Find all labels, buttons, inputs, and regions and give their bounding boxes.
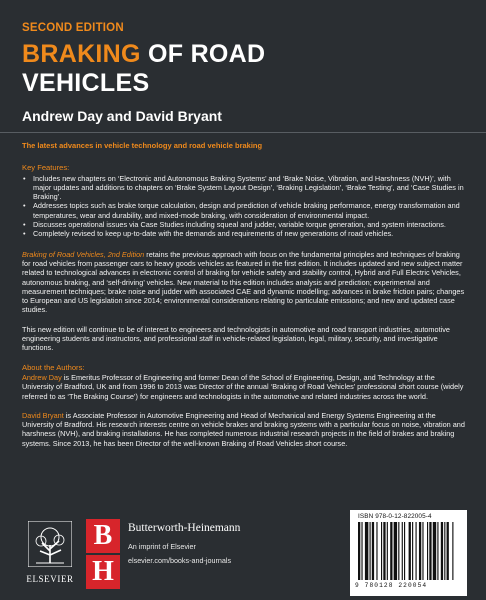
author-1-bio: is Emeritus Professor of Engineering and former Dean of the School of Engineering, Design, and Technology at the University of Bradford, UK and from 1996 to 2013 was Director of the annual ‘Braking of Road Vehicles’ professional short course (widely referred to as ‘The Braking Course’) for engineers and technologists in the automotive and related industries across the world. <box>22 372 464 401</box>
author-2-name: David Bryant <box>22 410 64 420</box>
feature-item: • Discusses operational issues via Case Studies including squeal and judder, variable torque generation, and system interactions. <box>33 220 465 229</box>
elsevier-wordmark: ELSEVIER <box>26 574 74 584</box>
bh-logo-top <box>86 519 120 553</box>
author-bio-2 <box>22 411 465 448</box>
bh-letter-b: B <box>93 520 113 551</box>
bh-letter-h: H <box>92 556 114 587</box>
back-cover-body <box>22 141 465 458</box>
feature-item: • Addresses topics such as brake torque calculation, design and prediction of vehicle braking performance, energy transformation and temperatures, wear and durability, and mixed-mode braking, with consideration of environmental impact. <box>33 201 465 220</box>
cover-header <box>22 22 472 124</box>
about-authors-heading: About the Authors: <box>22 362 85 372</box>
barcode-digits: 9 780128 220054 <box>355 582 428 589</box>
publisher-name: Butterworth-Heinemann <box>128 522 241 534</box>
header-divider <box>0 132 486 133</box>
edition-label: SECOND EDITION <box>22 22 124 34</box>
key-features-list <box>22 174 465 239</box>
author-names: Andrew Day and David Bryant <box>22 108 222 124</box>
isbn-barcode <box>350 510 467 596</box>
book-title <box>22 40 472 98</box>
tagline: The latest advances in vehicle technology and road vehicle braking <box>22 141 263 150</box>
author-1-name: Andrew Day <box>22 372 62 382</box>
description-paragraph-2: This new edition will continue to be of interest to engineers and technologists in automotive and road transport industries, automotive engineering students and instructors, and professional staff in vehicle-related legislation, legal, military, security, and investigative functions. <box>22 324 450 353</box>
feature-item: • Completely revised to keep up-to-date with the demands and requirements of new generations of road vehicles. <box>33 229 465 238</box>
elsevier-logo <box>20 521 80 584</box>
book-title-reference: Braking of Road Vehicles, 2nd Edition <box>22 249 145 259</box>
publisher-imprint <box>128 522 240 565</box>
feature-item: • Includes new chapters on ‘Electronic and Autonomous Braking Systems’ and ‘Brake Noise, Vibration, and Harshness (NVH)’, with major updates and additions to chapters on ‘Brake System Layout Design’, ‘Braking Legislation’, ‘Brake Testing’, and ‘Case Studies in Braking’. <box>33 174 465 202</box>
publisher-url: elsevier.com/books-and-journals <box>128 556 232 565</box>
author-bio-1 <box>22 373 465 401</box>
title-accent-word: BRAKING <box>22 40 141 68</box>
author-2-bio: is Associate Professor in Automotive Engineering and Head of Mechanical and Energy Systems Engineering at the University of Bradford. His research interests centre on vehicle brakes and braking systems with a particular focus on noise, vibration and harshness (NVH), and braking installations. He has completed numerous industrial research projects in the field of brakes and braking systems. Since 2013, he has been Director of the well-known Braking of Road Vehicles short course. <box>22 410 465 448</box>
description-text: retains the previous approach with focus on the fundamental principles and techniques of braking for road vehicles from passenger cars to heavy goods vehicles as featured in the first edition. It includes updated and new subject matter related to technological advances in electronic control of braking for vehicle safety and stability control, Hybrid and Full Electric Vehicles, autonomous braking, and ‘self-driving’ vehicles. New material to this edition includes analysis and prediction; experimental and measurement techniques; brake noise and judder with associated CAE and dynamic modelling; advances in brake friction pairs; changes to European and US legislation since 2014; environmental considerations relating to particulate emissions; and new and updated case studies. <box>22 249 465 315</box>
key-features-heading: Key Features: <box>22 163 70 173</box>
title-rest: OF ROAD <box>140 40 266 68</box>
isbn-text: ISBN 978-0-12-822005-4 <box>358 513 432 520</box>
elsevier-tree-icon <box>28 521 72 567</box>
imprint-line: An imprint of Elsevier <box>128 542 196 551</box>
bh-logo-bottom <box>86 555 120 589</box>
description-paragraph-1 <box>22 250 465 315</box>
barcode-icon <box>358 522 460 580</box>
publisher-footer <box>0 515 486 600</box>
title-line-2: VEHICLES <box>22 69 150 97</box>
